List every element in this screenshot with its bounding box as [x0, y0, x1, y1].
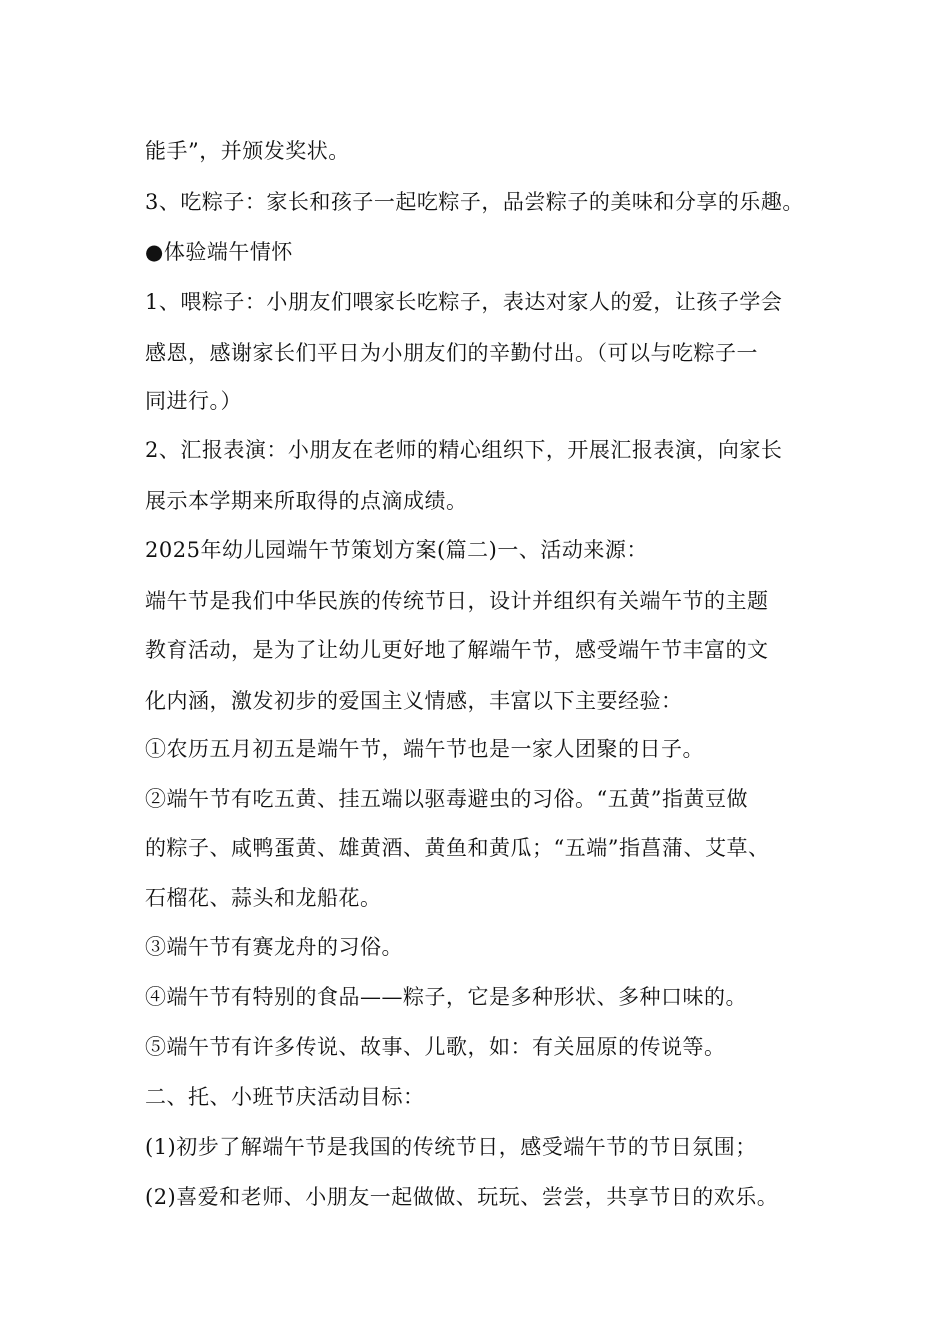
list-item: (2)喜爱和老师、小朋友一起做做、玩玩、尝尝，共享节日的欢乐。	[145, 1185, 779, 1209]
text-line: 1、喂粽子：小朋友们喂家长吃粽子，表达对家人的爱，让孩子学会	[145, 290, 783, 314]
text-line: 3、吃粽子：家长和孩子一起吃粽子，品尝粽子的美味和分享的乐趣。	[145, 190, 804, 214]
text-line: 展示本学期来所取得的点滴成绩。	[145, 489, 468, 513]
text-line: 端午节是我们中华民族的传统节日，设计并组织有关端午节的主题	[145, 589, 769, 613]
list-item: ⑤端午节有许多传说、故事、儿歌，如：有关屈原的传说等。	[145, 1035, 726, 1059]
section-heading: ●体验端午情怀	[145, 240, 293, 264]
text-line: 能手”，并颁发奖状。	[145, 139, 350, 163]
section-heading: 二、托、小班节庆活动目标：	[145, 1085, 425, 1109]
text-line: 的粽子、咸鸭蛋黄、雄黄酒、黄鱼和黄瓜；“五端”指菖蒲、艾草、	[145, 836, 770, 860]
text-line: 2、汇报表演：小朋友在老师的精心组织下，开展汇报表演，向家长	[145, 438, 783, 462]
list-item: ②端午节有吃五黄、挂五端以驱毒避虫的习俗。“五黄”指黄豆做	[145, 787, 748, 811]
text-line: 化内涵，激发初步的爱国主义情感，丰富以下主要经验：	[145, 689, 683, 713]
section-title: 2025年幼儿园端午节策划方案(篇二)一、活动来源：	[145, 538, 648, 562]
text-line: 教育活动，是为了让幼儿更好地了解端午节，感受端午节丰富的文	[145, 638, 769, 662]
list-item: ①农历五月初五是端午节，端午节也是一家人团聚的日子。	[145, 737, 704, 761]
text-line: 感恩，感谢家长们平日为小朋友们的辛勤付出。（可以与吃粽子一	[145, 341, 758, 365]
text-line: 石榴花、蒜头和龙船花。	[145, 886, 382, 910]
list-item: ③端午节有赛龙舟的习俗。	[145, 935, 403, 959]
list-item: ④端午节有特别的食品——粽子，它是多种形状、多种口味的。	[145, 985, 747, 1009]
text-line: 同进行。）	[145, 389, 242, 413]
list-item: (1)初步了解端午节是我国的传统节日，感受端午节的节日氛围；	[145, 1135, 757, 1159]
